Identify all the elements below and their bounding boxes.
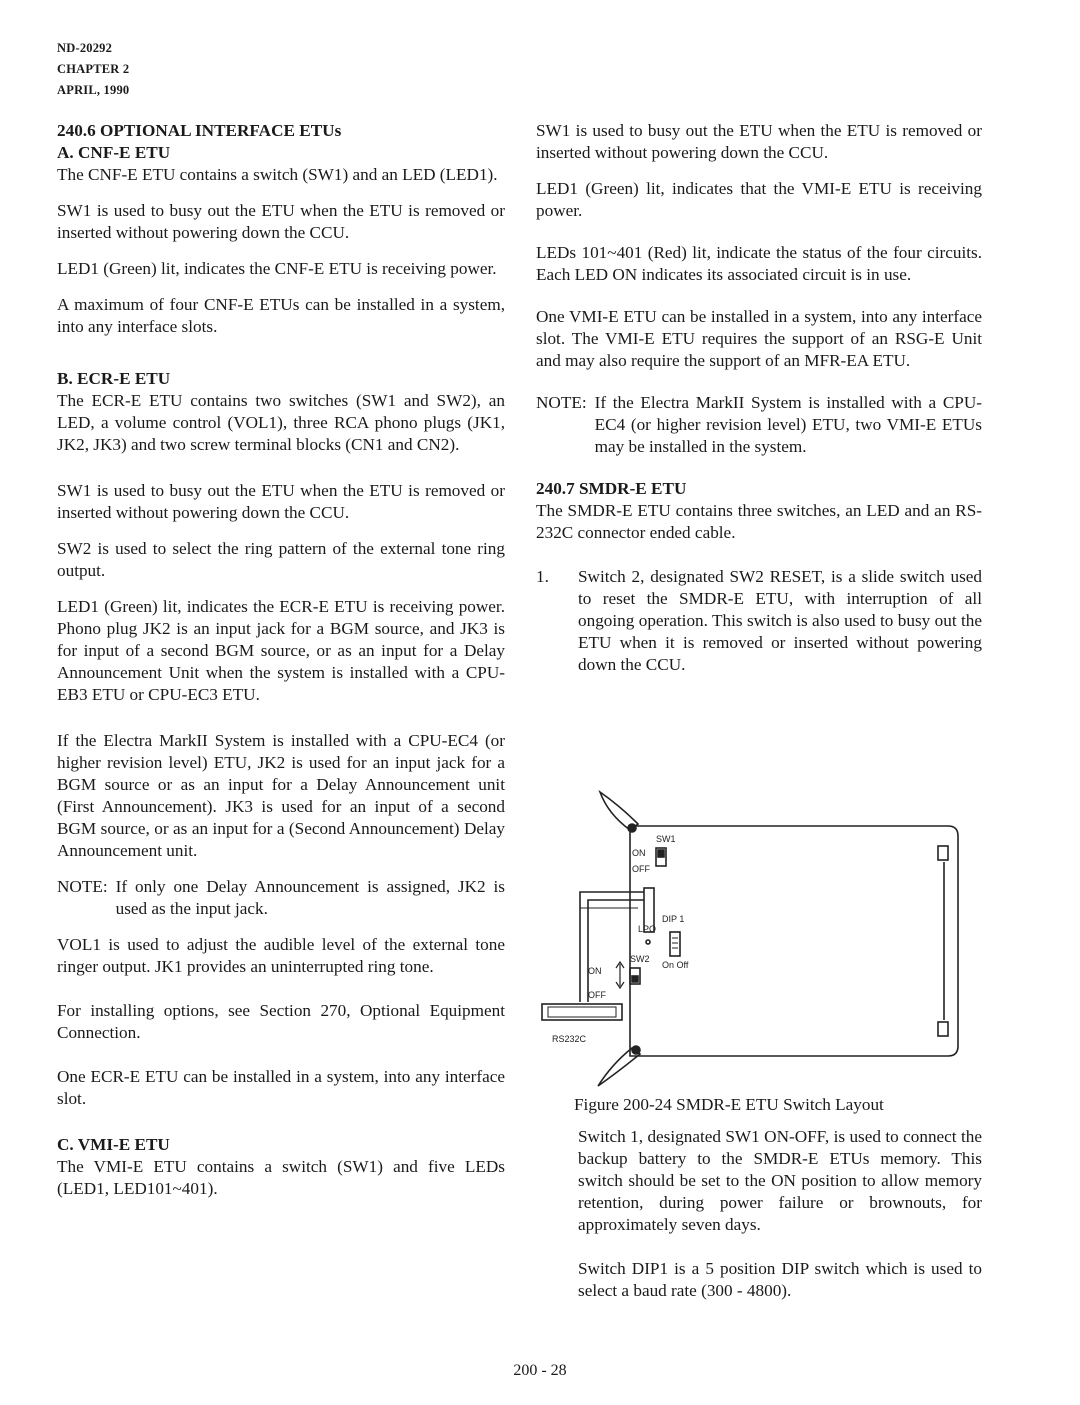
page-header xyxy=(57,38,129,101)
paragraph: The CNF-E ETU contains a switch (SW1) and an LED (LED1). xyxy=(57,165,498,184)
heading-vmi-e: C. VMI-E ETU xyxy=(57,1135,170,1154)
note-vmi-e xyxy=(536,392,982,458)
label-sw1: SW1 xyxy=(656,834,676,844)
paragraph: SW1 is used to busy out the ETU when the ETU is removed or inserted without powering down the CCU. xyxy=(536,121,982,162)
label-sw1-on: ON xyxy=(632,848,646,858)
paragraph: SW1 is used to busy out the ETU when the ETU is removed or inserted without powering down the CCU. xyxy=(57,481,505,522)
label-sw2: SW2 xyxy=(630,954,650,964)
note-label: NOTE: xyxy=(536,393,587,412)
paragraph: If the Electra MarkII System is installed with a CPU-EC4 (or higher revision level) ETU, JK2 is used for an input jack for a BGM source or as an input for a Delay Announcement unit (First Announcement). JK3 is used for an input of a second BGM source, or as an input for a (Second Announcement) Delay Announcement unit. xyxy=(57,731,505,860)
right-column xyxy=(536,120,982,690)
label-sw1-off: OFF xyxy=(632,864,650,874)
paragraph: LED1 (Green) lit, indicates the CNF-E ETU is receiving power. xyxy=(57,259,497,278)
paragraph: VOL1 is used to adjust the audible level of the external tone ringer output. JK1 provides an uninterrupted ring tone. xyxy=(57,935,505,976)
note-delay-announcement xyxy=(57,876,505,920)
paragraph: LED1 (Green) lit, indicates that the VMI-E ETU is receiving power. xyxy=(536,179,982,220)
note-label: NOTE: xyxy=(57,877,108,896)
paragraph: SW2 is used to select the ring pattern of the external tone ring output. xyxy=(57,539,505,580)
section-heading-240-6: 240.6 OPTIONAL INTERFACE ETUs xyxy=(57,121,342,140)
paragraph: One VMI-E ETU can be installed in a system, into any interface slot. The VMI-E ETU requires the support of an RSG-E Unit and may also require the support of an MFR-EA ETU. xyxy=(536,307,982,370)
page-number: 200 - 28 xyxy=(513,1362,567,1379)
paragraph: A maximum of four CNF-E ETUs can be installed in a system, into any interface slots. xyxy=(57,295,505,336)
label-dip1: DIP 1 xyxy=(662,914,685,924)
paragraph: LEDs 101~401 (Red) lit, indicate the status of the four circuits. Each LED ON indicates its associated circuit is in use. xyxy=(536,243,982,284)
paragraph: For installing options, see Section 270, Optional Equipment Connection. xyxy=(57,1001,505,1042)
heading-cnf-e: A. CNF-E ETU xyxy=(57,143,171,162)
figure-smdr-e-switch-layout xyxy=(538,784,978,1094)
paragraph: LED1 (Green) lit, indicates the ECR-E ETU is receiving power. Phono plug JK2 is an input jack for a BGM source, and JK3 is for input of a second BGM source, or as an input for a Delay Announcement Unit when the system is installed with a CPU-EB3 ETU or CPU-EC3 ETU. xyxy=(57,597,505,704)
note-text: If the Electra MarkII System is installed with a CPU-EC4 (or higher revision level) ETU, two VMI-E ETUs may be installed in the system. xyxy=(594,393,982,456)
doc-date: APRIL, 1990 xyxy=(57,83,130,97)
label-lpo: LPO xyxy=(638,924,657,934)
list-item-number: 1. xyxy=(536,567,549,586)
label-sw2-off: OFF xyxy=(588,990,606,1000)
figure-caption-block xyxy=(536,1094,982,1316)
paragraph: The SMDR-E ETU contains three switches, an LED and an RS-232C connector ended cable. xyxy=(536,501,982,542)
paragraph: The ECR-E ETU contains two switches (SW1 and SW2), an LED, a volume control (VOL1), three RCA phono plugs (JK1, JK2, JK3) and two screw terminal blocks (CN1 and CN2). xyxy=(57,391,505,454)
label-sw2-on: ON xyxy=(588,966,602,976)
figure-caption: Figure 200-24 SMDR-E ETU Switch Layout xyxy=(574,1095,884,1114)
section-heading-240-7: 240.7 SMDR-E ETU xyxy=(536,479,687,498)
list-item xyxy=(536,566,982,676)
label-rs232c: RS232C xyxy=(552,1034,587,1044)
paragraph: Switch 1, designated SW1 ON-OFF, is used to connect the backup battery to the SMDR-E ETUs memory. This switch should be set to the ON position to allow memory retention, during power failure or brownouts, for approximately seven days. xyxy=(578,1127,982,1234)
note-text: If only one Delay Announcement is assigned, JK2 is used as the input jack. xyxy=(115,877,505,918)
paragraph: Switch DIP1 is a 5 position DIP switch which is used to select a baud rate (300 - 4800). xyxy=(578,1259,982,1300)
smdr-e-board-diagram xyxy=(538,784,978,1094)
paragraph: SW1 is used to busy out the ETU when the ETU is removed or inserted without powering down the CCU. xyxy=(57,201,505,242)
heading-ecr-e: B. ECR-E ETU xyxy=(57,369,171,388)
paragraph: One ECR-E ETU can be installed in a system, into any interface slot. xyxy=(57,1067,505,1108)
doc-number: ND-20292 xyxy=(57,41,113,55)
label-on-off: On Off xyxy=(662,960,689,970)
paragraph: The VMI-E ETU contains a switch (SW1) and five LEDs (LED1, LED101~401). xyxy=(57,1157,505,1198)
list-item-text: Switch 2, designated SW2 RESET, is a slide switch used to reset the SMDR-E ETU, with interruption of all ongoing operation. This switch is also used to busy out the ETU when it is removed or inserted without powering down the CCU. xyxy=(578,567,982,674)
chapter-label: CHAPTER 2 xyxy=(57,62,130,76)
left-column xyxy=(57,120,505,1214)
